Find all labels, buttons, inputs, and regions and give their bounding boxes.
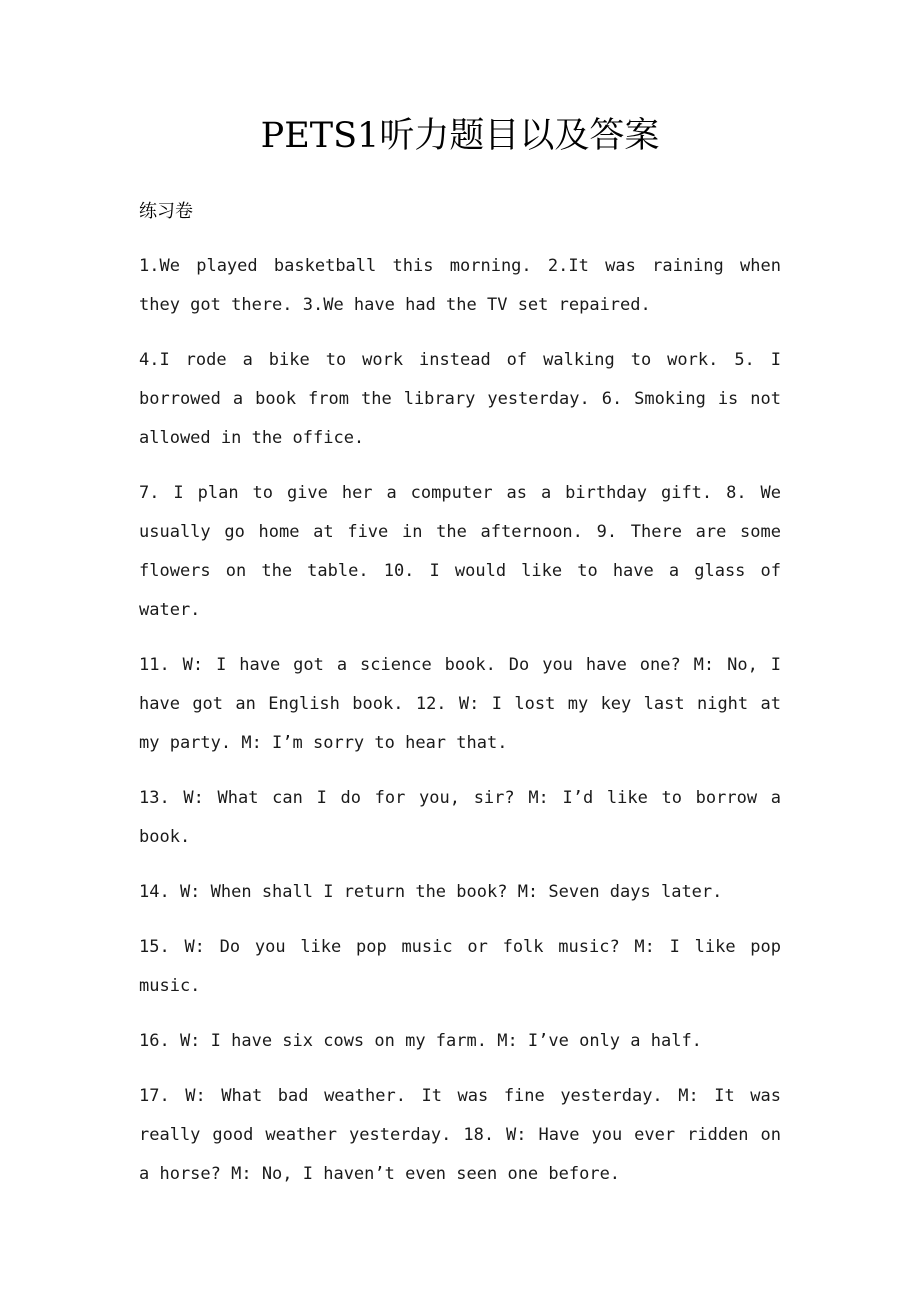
document-body (139, 192, 781, 1210)
paragraph: 1.We played basketball this morning. 2.It was raining when they got there. 3.We have had the TV set repaired. (139, 256, 781, 315)
page-title: PETS1听力题目以及答案 (260, 116, 660, 156)
paragraph: 7. I plan to give her a computer as a birthday gift. 8. We usually go home at five in the afternoon. 9. There are some flowers on the table. 10. I would like to have a glass of water. (139, 483, 781, 620)
paragraph: 14. W: When shall I return the book? M: Seven days later. (139, 882, 723, 902)
paragraph: 17. W: What bad weather. It was fine yesterday. M: It was really good weather yesterday. 18. W: Have you ever ridden on a horse? M: No, I haven’t even seen one before. (139, 1086, 781, 1184)
section-subtitle: 练习卷 (139, 201, 193, 222)
paragraph: 16. W: I have six cows on my farm. M: I’ve only a half. (139, 1031, 702, 1051)
paragraph: 15. W: Do you like pop music or folk music? M: I like pop music. (139, 937, 781, 996)
paragraph: 4.I rode a bike to work instead of walking to work. 5. I borrowed a book from the library yesterday. 6. Smoking is not allowed in the office. (139, 350, 781, 448)
paragraph: 13. W: What can I do for you, sir? M: I’d like to borrow a book. (139, 788, 781, 847)
paragraph: 11. W: I have got a science book. Do you have one? M: No, I have got an English book. 12. W: I lost my key last night at my party. M: I’m sorry to hear that. (139, 655, 781, 753)
